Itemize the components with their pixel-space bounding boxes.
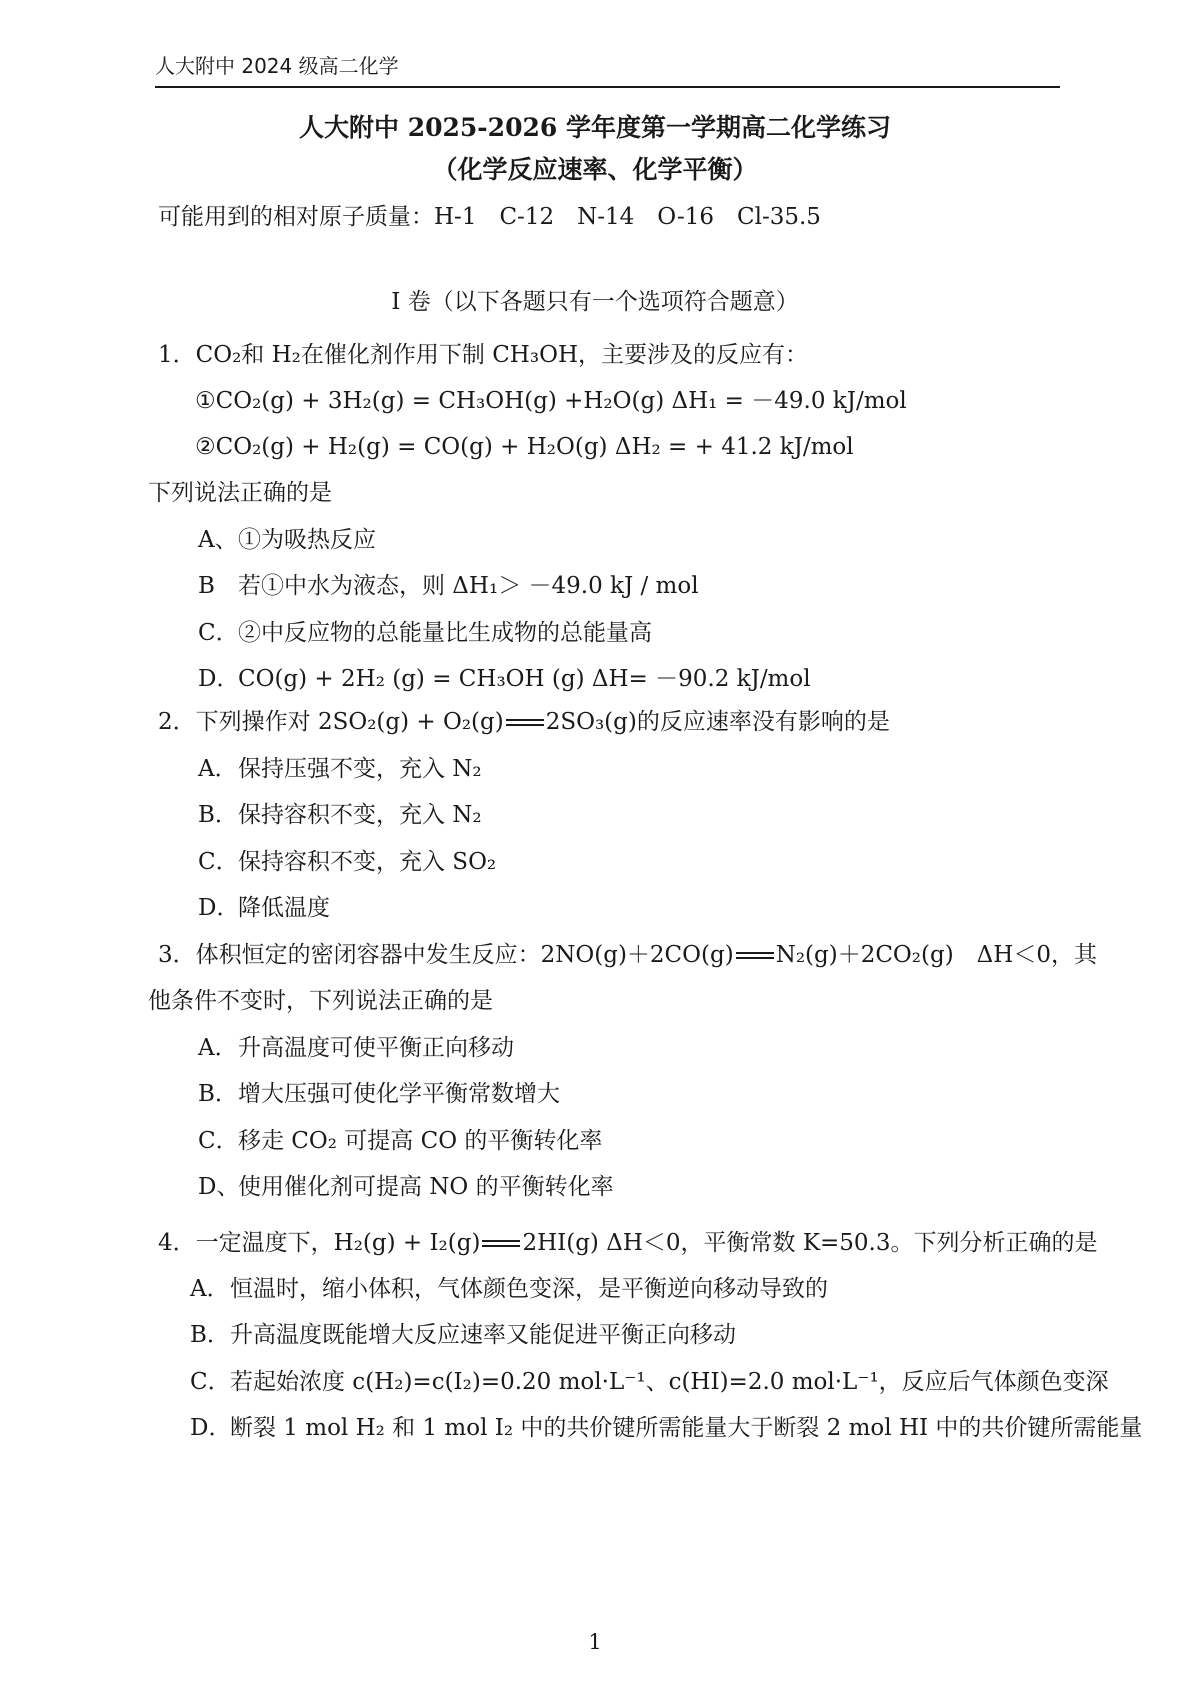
q2-stem-after: 2SO₃(g)的反应速率没有影响的是: [545, 709, 890, 735]
option-label: B．: [198, 1081, 238, 1107]
q4-option-d: [190, 1411, 1142, 1445]
option-label: A、: [198, 527, 238, 553]
q3-stem-before: 3．体积恒定的密闭容器中发生反应：2NO(g)＋2CO(g): [158, 942, 734, 968]
equilibrium-arrow-icon: [506, 717, 544, 729]
atomic-masses: 可能用到的相对原子质量：H-1 C-12 N-14 O-16 Cl-35.5: [158, 204, 821, 230]
q3-option-c: [198, 1124, 602, 1158]
option-text: 升高温度既能增大反应速率又能促进平衡正向移动: [230, 1322, 736, 1348]
option-label: B．: [198, 802, 238, 828]
option-text: 升高温度可使平衡正向移动: [238, 1035, 514, 1061]
option-text: 保持压强不变，充入 N₂: [238, 756, 482, 782]
option-label: A．: [190, 1276, 230, 1302]
option-text: CO(g) + 2H₂ (g) = CH₃OH (g) ΔH= －90.2 kJ/mol: [238, 666, 811, 692]
q4-option-b: [190, 1318, 736, 1352]
q3-option-d: [198, 1170, 614, 1204]
page-header: 人大附中 2024 级高二化学: [155, 54, 399, 78]
equilibrium-arrow-icon: [736, 950, 774, 962]
q2-option-b: [198, 798, 482, 832]
q1-stem: 1．CO₂和 H₂在催化剂作用下制 CH₃OH，主要涉及的反应有：: [158, 342, 808, 368]
q4-option-c: [190, 1365, 1109, 1399]
q2-stem: [158, 705, 890, 739]
q2-stem-before: 2．下列操作对 2SO₂(g) + O₂(g): [158, 709, 504, 735]
section-title: I 卷（以下各题只有一个选项符合题意）: [391, 289, 799, 315]
q1-option-a: [198, 523, 376, 557]
option-text: 若起始浓度 c(H₂)=c(I₂)=0.20 mol·L⁻¹、c(HI)=2.0 mol·L⁻¹，反应后气体颜色变深: [230, 1369, 1109, 1395]
option-text: 保持容积不变，充入 N₂: [238, 802, 482, 828]
q4-stem-before: 4．一定温度下，H₂(g) + I₂(g): [158, 1230, 481, 1256]
q1-equation-1: ①CO₂(g) + 3H₂(g) = CH₃OH(g) +H₂O(g) ΔH₁ = －49.0 kJ/mol: [195, 388, 907, 414]
q4-stem-after: 2HI(g) ΔH＜0，平衡常数 K=50.3。下列分析正确的是: [522, 1230, 1098, 1256]
option-label: D、: [198, 1174, 240, 1200]
option-label: C．: [190, 1369, 231, 1395]
option-text: 移走 CO₂ 可提高 CO 的平衡转化率: [238, 1128, 603, 1154]
q1-option-c: [198, 616, 652, 650]
option-label: D．: [198, 895, 240, 921]
option-text: 断裂 1 mol H₂ 和 1 mol I₂ 中的共价键所需能量大于断裂 2 mol HI 中的共价键所需能量: [230, 1415, 1143, 1441]
option-text: 增大压强可使化学平衡常数增大: [238, 1081, 560, 1107]
q3-stem: [158, 938, 1097, 972]
header-divider: [155, 86, 1060, 88]
q2-option-a: [198, 752, 482, 786]
option-label: B．: [190, 1322, 230, 1348]
option-text: 若①中水为液态，则 ΔH₁＞ －49.0 kJ / mol: [238, 573, 699, 599]
q4-option-a: [190, 1272, 828, 1306]
exam-title: 人大附中 2025-2026 学年度第一学期高二化学练习: [299, 113, 891, 142]
option-text: 降低温度: [238, 895, 330, 921]
q1-equation-2: ②CO₂(g) + H₂(g) = CO(g) + H₂O(g) ΔH₂ = + 41.2 kJ/mol: [195, 434, 854, 460]
q3-option-b: [198, 1077, 560, 1111]
option-text: 保持容积不变，充入 SO₂: [238, 849, 497, 875]
equilibrium-arrow-icon: [482, 1238, 520, 1250]
q3-option-a: [198, 1031, 514, 1065]
exam-subtitle: （化学反应速率、化学平衡）: [432, 155, 758, 184]
option-label: D．: [198, 666, 240, 692]
option-label: D．: [190, 1415, 232, 1441]
q1-option-b: [198, 569, 699, 603]
option-label: C．: [198, 620, 239, 646]
option-label: A．: [198, 756, 238, 782]
q3-stem-line2: 他条件不变时，下列说法正确的是: [148, 988, 493, 1014]
option-text: 恒温时，缩小体积，气体颜色变深，是平衡逆向移动导致的: [230, 1276, 828, 1302]
option-text: ②中反应物的总能量比生成物的总能量高: [238, 620, 652, 646]
q2-option-d: [198, 891, 330, 925]
option-label: B: [198, 573, 215, 599]
option-text: ①为吸热反应: [238, 527, 376, 553]
option-label: A．: [198, 1035, 238, 1061]
option-label: C．: [198, 1128, 239, 1154]
q4-stem: [158, 1226, 1098, 1260]
option-label: C．: [198, 849, 239, 875]
q1-option-d: [198, 662, 811, 696]
q3-stem-after: N₂(g)＋2CO₂(g) ΔH＜0，其: [775, 942, 1097, 968]
page-number: 1: [588, 1630, 602, 1654]
q1-prompt: 下列说法正确的是: [148, 480, 332, 506]
option-text: 使用催化剂可提高 NO 的平衡转化率: [238, 1174, 614, 1200]
q2-option-c: [198, 845, 496, 879]
